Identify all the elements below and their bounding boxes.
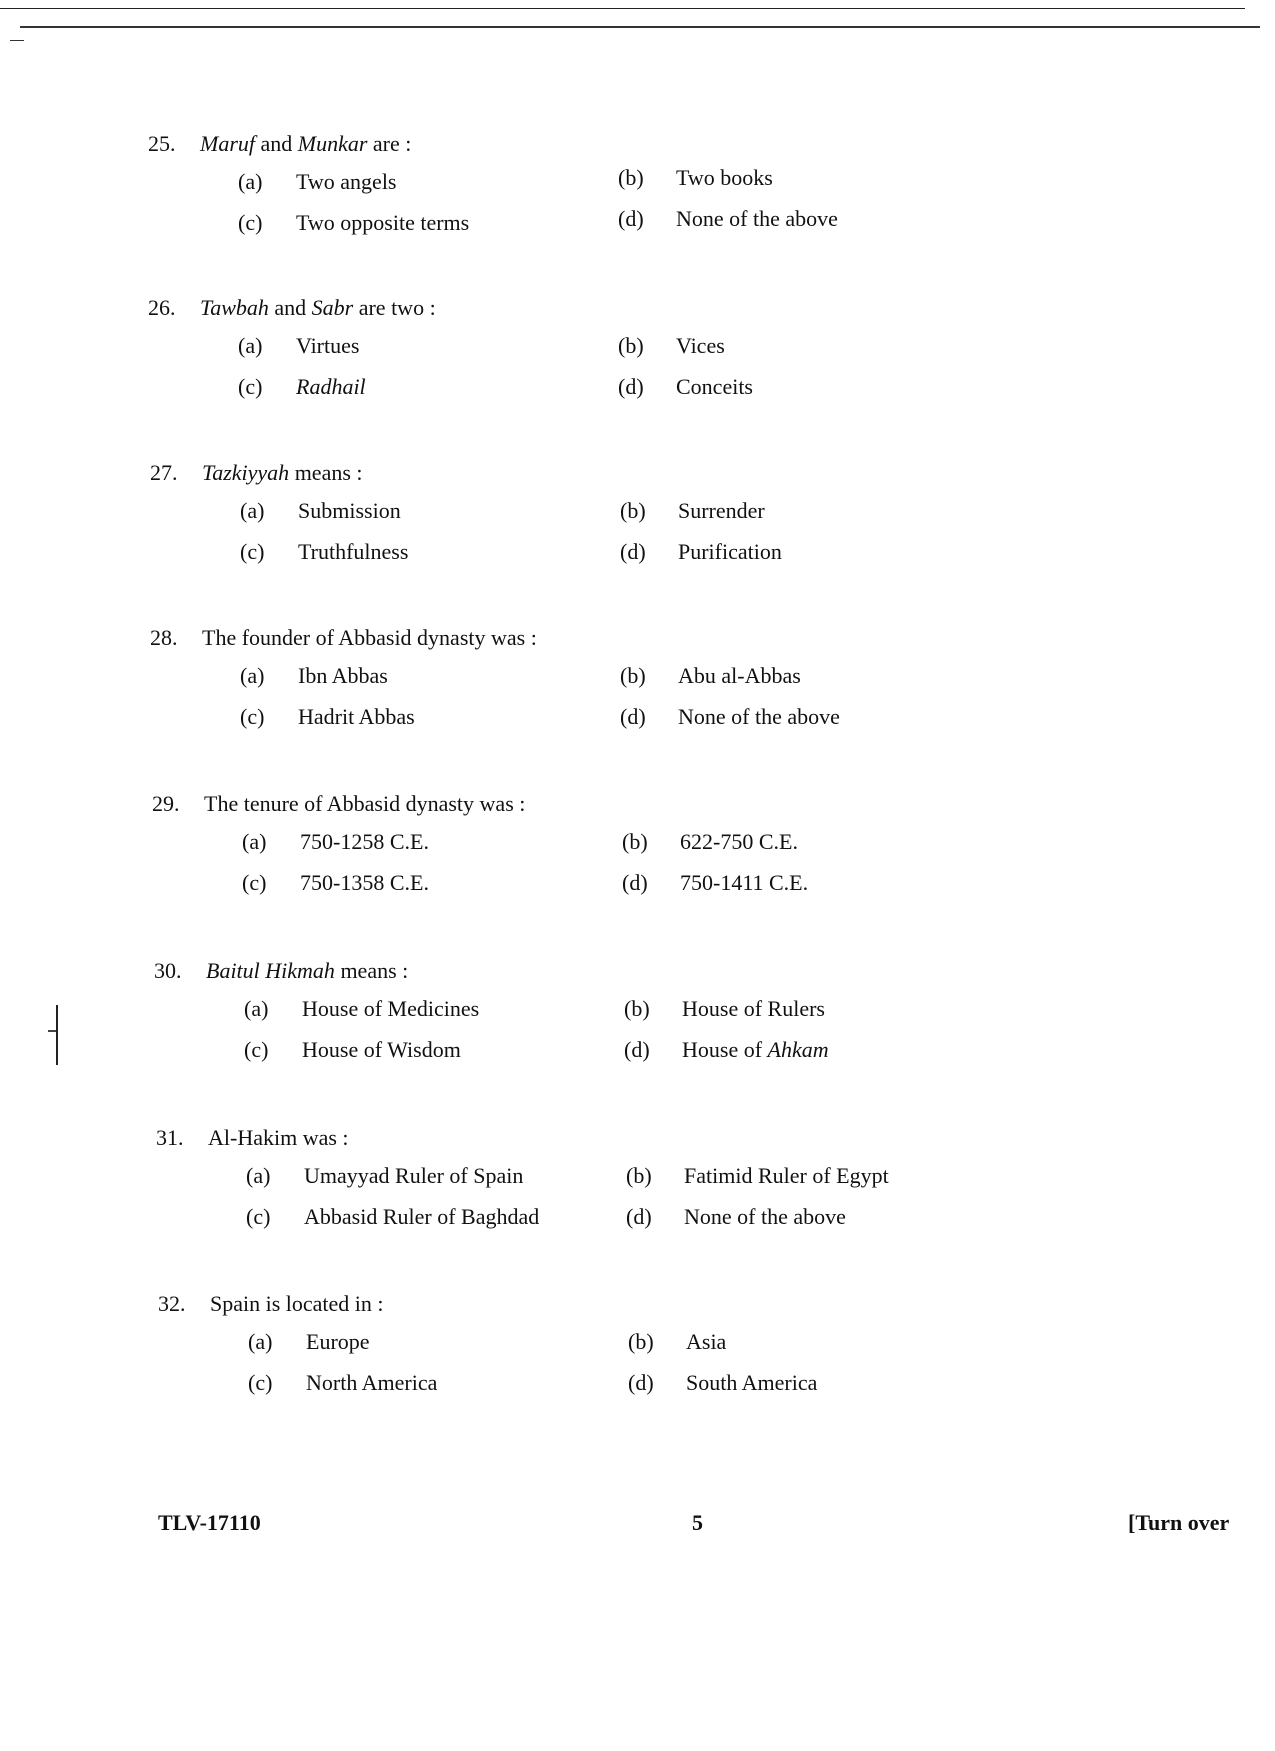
option-text: House of Rulers xyxy=(682,996,825,1021)
option-letter: (c) xyxy=(240,539,265,564)
question-number: 27. xyxy=(150,460,178,485)
stem-mid: and xyxy=(268,295,312,320)
page-number: 5 xyxy=(692,1510,703,1535)
option-text: Asia xyxy=(686,1329,727,1354)
paper-code: TLV-17110 xyxy=(158,1510,261,1535)
option-d xyxy=(628,1372,817,1394)
option-letter: (c) xyxy=(242,870,267,895)
option-d xyxy=(618,376,753,398)
option-text: Hadrit Abbas xyxy=(298,704,415,729)
stem-italic-term-1: Maruf xyxy=(200,131,255,156)
question-stem xyxy=(148,133,1148,161)
option-text: Surrender xyxy=(678,498,765,523)
option-letter: (a) xyxy=(240,498,265,523)
question-text: Spain is located in : xyxy=(210,1291,384,1316)
option-row xyxy=(150,655,1150,696)
question-stem xyxy=(154,960,1154,988)
option-letter: (b) xyxy=(618,333,644,358)
stem-end: means : xyxy=(289,460,363,485)
option-a xyxy=(240,665,388,687)
option-row xyxy=(148,325,1148,366)
option-row xyxy=(150,490,1150,531)
option-letter: (d) xyxy=(620,704,646,729)
question-number: 28. xyxy=(150,625,178,650)
option-text: Umayyad Ruler of Spain xyxy=(304,1163,524,1188)
option-letter: (b) xyxy=(626,1163,652,1188)
option-text-italic: Ahkam xyxy=(767,1037,829,1062)
question-number: 31. xyxy=(156,1125,184,1150)
stem-italic-term-1: Tawbah xyxy=(200,295,269,320)
option-text: Purification xyxy=(678,539,782,564)
question-text: The founder of Abbasid dynasty was : xyxy=(202,625,537,650)
question-text: The tenure of Abbasid dynasty was : xyxy=(204,791,526,816)
option-text: Vices xyxy=(676,333,725,358)
question-stem xyxy=(152,793,1152,821)
option-row xyxy=(156,1196,1156,1237)
option-text: Europe xyxy=(306,1329,370,1354)
option-d xyxy=(624,1039,829,1061)
stem-italic-term-1: Baitul Hikmah xyxy=(206,958,335,983)
option-c xyxy=(248,1372,437,1394)
option-text: 622-750 C.E. xyxy=(680,829,798,854)
question-28 xyxy=(150,627,1150,737)
option-a xyxy=(246,1165,523,1187)
option-letter: (a) xyxy=(242,829,267,854)
option-letter: (a) xyxy=(240,663,265,688)
margin-tick-mark xyxy=(48,1030,56,1032)
stem-end: are two : xyxy=(353,295,436,320)
option-c xyxy=(240,541,408,563)
option-row xyxy=(148,366,1148,407)
option-letter: (c) xyxy=(238,374,263,399)
question-text xyxy=(202,462,363,484)
option-d xyxy=(620,706,840,728)
option-c xyxy=(240,706,415,728)
option-text: North America xyxy=(306,1370,438,1395)
option-row xyxy=(152,821,1152,862)
option-text: House of xyxy=(682,1037,768,1062)
option-b xyxy=(618,167,773,189)
option-letter: (d) xyxy=(622,870,648,895)
option-d xyxy=(626,1206,846,1228)
question-stem xyxy=(158,1293,1158,1321)
option-letter: (c) xyxy=(248,1370,273,1395)
option-c xyxy=(238,376,366,398)
question-27 xyxy=(150,462,1150,572)
question-32 xyxy=(158,1293,1158,1403)
option-row xyxy=(154,988,1154,1029)
question-number: 32. xyxy=(158,1291,186,1316)
option-text: Radhail xyxy=(296,374,366,399)
option-text: 750-1411 C.E. xyxy=(680,870,809,895)
option-text: House of Medicines xyxy=(302,996,480,1021)
question-30 xyxy=(154,960,1154,1070)
option-letter: (c) xyxy=(244,1037,269,1062)
option-b xyxy=(620,665,801,687)
option-a xyxy=(242,831,429,853)
question-text: Al-Hakim was : xyxy=(208,1125,349,1150)
option-text: Abbasid Ruler of Baghdad xyxy=(304,1204,540,1229)
option-text: Fatimid Ruler of Egypt xyxy=(684,1163,889,1188)
option-text: Conceits xyxy=(676,374,753,399)
question-text xyxy=(200,297,436,319)
option-row xyxy=(154,1029,1154,1070)
question-29 xyxy=(152,793,1152,903)
option-letter: (b) xyxy=(618,165,644,190)
option-row xyxy=(150,531,1150,572)
option-letter: (d) xyxy=(618,206,644,231)
option-row xyxy=(148,202,1148,243)
stem-italic-term-1: Tazkiyyah xyxy=(202,460,290,485)
option-letter: (a) xyxy=(246,1163,271,1188)
option-b xyxy=(618,335,725,357)
option-row xyxy=(152,862,1152,903)
option-letter: (b) xyxy=(620,498,646,523)
question-number: 29. xyxy=(152,791,180,816)
option-row xyxy=(158,1362,1158,1403)
question-stem xyxy=(150,627,1150,655)
option-c xyxy=(238,212,469,234)
stem-mid: and xyxy=(255,131,298,156)
option-text: Two books xyxy=(676,165,773,190)
option-text: None of the above xyxy=(678,704,840,729)
margin-dash xyxy=(10,40,24,41)
option-letter: (b) xyxy=(628,1329,654,1354)
option-row xyxy=(158,1321,1158,1362)
option-d xyxy=(618,208,838,230)
question-number: 25. xyxy=(148,131,176,156)
stem-italic-term-2: Sabr xyxy=(311,295,354,320)
stem-end: are : xyxy=(367,131,412,156)
question-text xyxy=(200,133,411,155)
option-row xyxy=(148,161,1148,202)
question-25 xyxy=(148,133,1148,243)
option-letter: (b) xyxy=(620,663,646,688)
option-b xyxy=(626,1165,889,1187)
header-rule-second xyxy=(20,26,1260,28)
option-b xyxy=(624,998,825,1020)
option-a xyxy=(240,500,401,522)
option-text: House of Wisdom xyxy=(302,1037,461,1062)
option-letter: (a) xyxy=(238,333,263,358)
question-stem xyxy=(148,297,1148,325)
option-d xyxy=(622,872,808,894)
option-letter: (d) xyxy=(618,374,644,399)
question-number: 26. xyxy=(148,295,176,320)
option-text: Ibn Abbas xyxy=(298,663,388,688)
option-letter: (c) xyxy=(238,210,263,235)
option-letter: (a) xyxy=(248,1329,273,1354)
option-a xyxy=(244,998,479,1020)
option-letter: (d) xyxy=(626,1204,652,1229)
option-d xyxy=(620,541,782,563)
option-letter: (b) xyxy=(624,996,650,1021)
option-text: Truthfulness xyxy=(298,539,409,564)
option-letter: (d) xyxy=(620,539,646,564)
question-stem xyxy=(150,462,1150,490)
option-b xyxy=(620,500,765,522)
option-text: Abu al-Abbas xyxy=(678,663,801,688)
option-text: Submission xyxy=(298,498,401,523)
option-text: Two angels xyxy=(296,169,397,194)
option-text: None of the above xyxy=(684,1204,846,1229)
option-text: 750-1358 C.E. xyxy=(300,870,429,895)
stem-italic-term-2: Munkar xyxy=(297,131,368,156)
question-26 xyxy=(148,297,1148,407)
margin-bracket-mark xyxy=(56,1005,58,1065)
option-row xyxy=(150,696,1150,737)
option-text: None of the above xyxy=(676,206,838,231)
option-letter: (a) xyxy=(244,996,269,1021)
question-31 xyxy=(156,1127,1156,1237)
option-letter: (c) xyxy=(240,704,265,729)
option-text: Two opposite terms xyxy=(296,210,470,235)
turn-over-note: [Turn over xyxy=(1128,1510,1230,1535)
option-letter: (b) xyxy=(622,829,648,854)
option-c xyxy=(246,1206,539,1228)
question-text xyxy=(206,960,408,982)
header-rule xyxy=(0,8,1245,9)
question-stem xyxy=(156,1127,1156,1155)
option-c xyxy=(244,1039,461,1061)
option-b xyxy=(622,831,798,853)
option-letter: (d) xyxy=(628,1370,654,1395)
option-a xyxy=(238,171,397,193)
stem-end: means : xyxy=(334,958,409,983)
option-row xyxy=(156,1155,1156,1196)
option-a xyxy=(238,335,359,357)
option-letter: (a) xyxy=(238,169,263,194)
option-text: 750-1258 C.E. xyxy=(300,829,429,854)
question-number: 30. xyxy=(154,958,182,983)
option-text: South America xyxy=(686,1370,818,1395)
option-text: Virtues xyxy=(296,333,360,358)
option-letter: (c) xyxy=(246,1204,271,1229)
option-a xyxy=(248,1331,370,1353)
option-letter: (d) xyxy=(624,1037,650,1062)
option-b xyxy=(628,1331,726,1353)
option-c xyxy=(242,872,429,894)
